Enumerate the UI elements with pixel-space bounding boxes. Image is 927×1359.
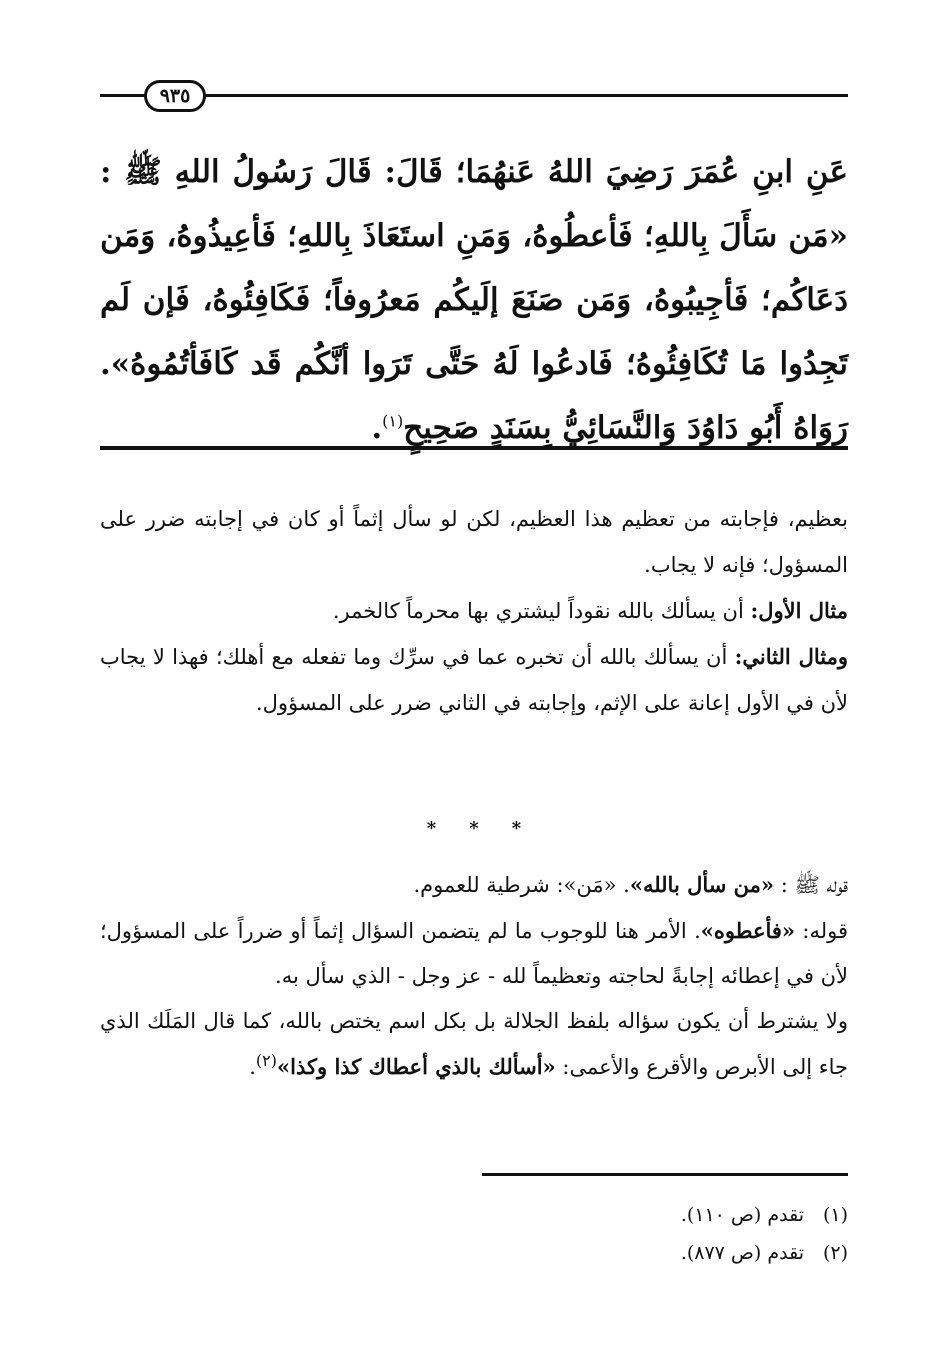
hadith-text (100, 140, 848, 460)
hadith-block (100, 140, 848, 460)
footnote-2 (100, 1234, 848, 1272)
explanation: . «مَن»: شرطية للعموم. (413, 873, 630, 897)
footnote-ref-2[interactable]: (٢) (255, 1051, 278, 1070)
paragraph-end: . (249, 1055, 256, 1079)
commentary-paragraph-3 (100, 634, 848, 726)
page-header (100, 80, 848, 110)
quoted-phrase: «من سأل بالله» (629, 872, 775, 897)
example-2-label: ومثال الثاني: (734, 644, 848, 669)
example-1-text: أن يسألك بالله نقوداً ليشتري بها محرماً كالخمر. (332, 599, 751, 623)
commentary2-paragraph-3 (100, 999, 848, 1090)
footnote-ref-1[interactable]: (١) (382, 411, 404, 431)
explanation: . الأمر هنا للوجوب ما لم يتضمن السؤال إثماً أو ضرراً على المسؤول؛ لأن في إعطائه إجابةً لحاجته وتعظيماً لله - عز وجل - الذي سأل به. (100, 919, 848, 988)
quoted-phrase: «فأعطوه» (700, 918, 796, 943)
hadith-separator-rule (100, 446, 848, 450)
example-1-label: مثال الأول: (750, 598, 848, 623)
footnote-marker: (٢) (822, 1242, 848, 1264)
commentary-block (100, 496, 848, 726)
hadith-quote: «مَن سَأَلَ بِاللهِ؛ فَأعطُوهُ، وَمَنِ استَعَاذَ بِاللهِ؛ فَأعِيذُوهُ، وَمَن دَعَاكُم؛ فَأجِيبُوهُ، وَمَن صَنَعَ إلَيكُم مَعرُوفاً؛ فَكَافِئُوهُ، فَإن لَم تَجِدُوا مَا تُكَافِئُوهُ؛ فَادعُوا لَهُ حَتَّى تَرَوا أنَّكُم قَد كَافَأتُمُوهُ» (100, 218, 848, 382)
example-2-text: أن يسألك بالله أن تخبره عما في سرِّك وما تفعله مع أهلك؛ فهذا لا يجاب لأن في الأول إعانة على الإثم، وإجابته في الثاني ضرر على المسؤول. (100, 645, 848, 715)
quote-intro: قوله ﷺ : (774, 873, 848, 897)
commentary-paragraph-2 (100, 588, 848, 634)
quote-intro: قوله: (795, 919, 848, 943)
section-separator (100, 818, 848, 839)
footnote-text: تقدم (ص ٨٧٧). (680, 1242, 804, 1264)
hadith-end: . (371, 410, 383, 446)
footnote-text: تقدم (ص ١١٠). (680, 1204, 804, 1226)
star-2: * (469, 818, 479, 839)
commentary-paragraph-1: بعظيم، فإجابته من تعظيم هذا العظيم، لكن لو سأل إثماً أو كان في إجابته ضرر على المسؤول؛ فإنه لا يجاب. (100, 507, 848, 577)
footnote-1 (100, 1196, 848, 1234)
hadith-narration: عَنِ ابنِ عُمَرَ رَضِيَ اللهُ عَنهُمَا؛ قَالَ: قَالَ رَسُولُ اللهِ ﷺ : (100, 154, 848, 190)
footnote-rule (482, 1173, 848, 1176)
page-number: ٩٣٥ (144, 80, 206, 112)
commentary2-paragraph-1 (100, 862, 848, 908)
header-rule (100, 94, 848, 97)
hadith-source: . رَوَاهُ أَبُو دَاوُدَ وَالنَّسَائِيُّ بِسَنَدٍ صَحِيحٍ (100, 346, 848, 446)
commentary2-paragraph-2 (100, 908, 848, 999)
quoted-phrase: «أسألك بالذي أعطاك كذا وكذا» (277, 1054, 556, 1079)
commentary-block-2 (100, 862, 848, 1090)
footnotes (100, 1196, 848, 1272)
star-3: * (511, 818, 522, 839)
footnote-marker: (١) (822, 1204, 848, 1226)
star-1: * (426, 818, 437, 839)
explanation: ولا يشترط أن يكون سؤاله بلفظ الجلالة بل بكل اسم يختص بالله، كما قال المَلَك الذي جاء إلى الأبرص والأقرع والأعمى: (100, 1009, 848, 1079)
